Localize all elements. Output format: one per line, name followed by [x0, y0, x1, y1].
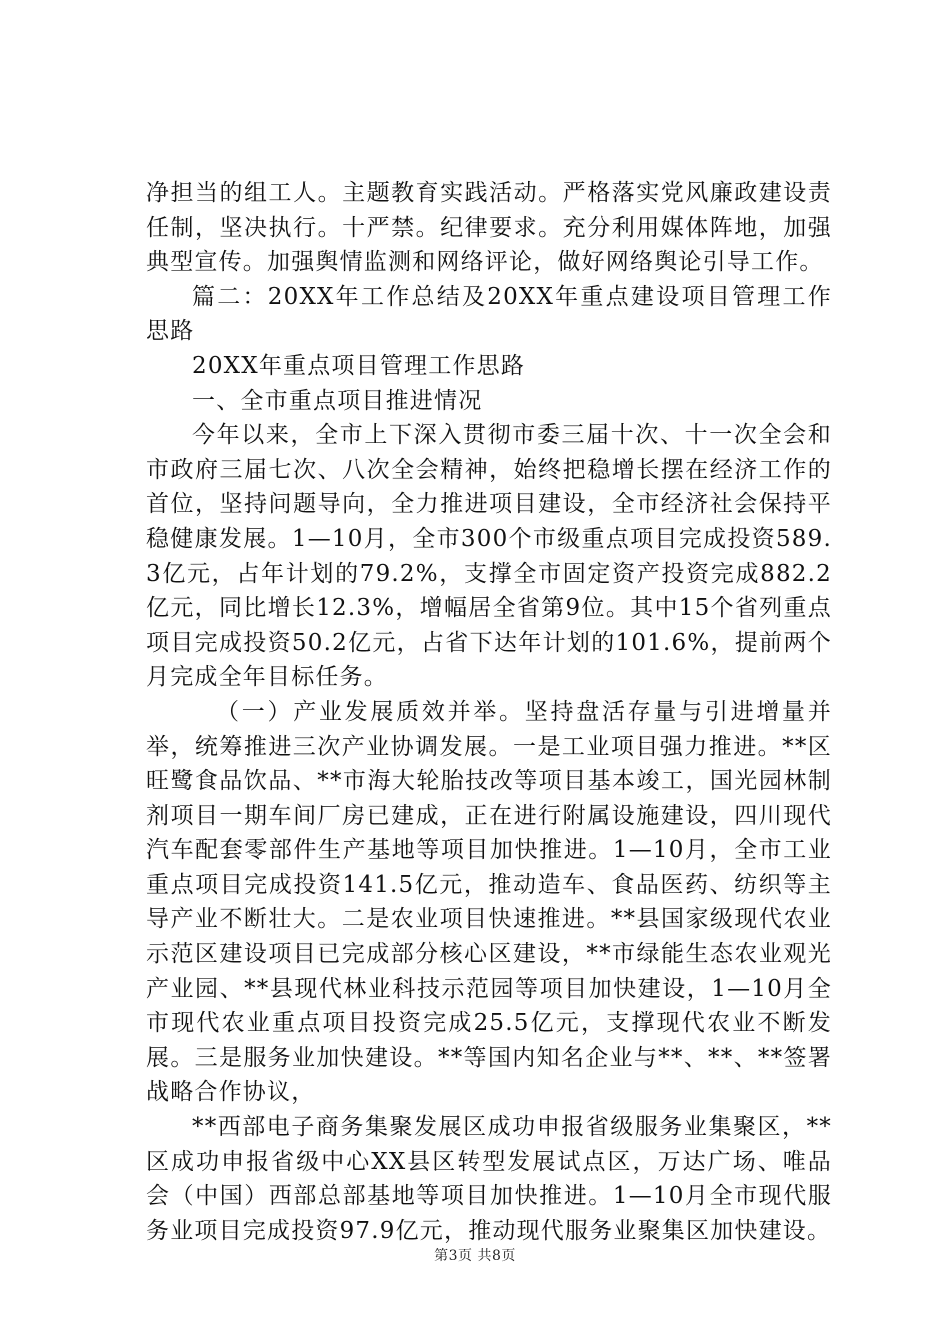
page-number-label: 第3页 共8页 — [434, 1248, 516, 1264]
document-body — [146, 176, 832, 1248]
paragraph-7: **西部电子商务集聚发展区成功申报省级服务业集聚区，**区成功申报省级中心XX县区转型发展试点区，万达广场、唯品会（中国）西部总部基地等项目加快推进。1—10月全市现代服务业项目完成投资97.9亿元，推动现代服务业聚集区加快建设。 — [146, 1114, 832, 1244]
paragraph-3-subheading: 20XX年重点项目管理工作思路 — [192, 352, 526, 379]
paragraph-4-section-title: 一、全市重点项目推进情况 — [192, 387, 483, 414]
paragraph-6: （一）产业发展质效并举。坚持盘活存量与引进增量并举，统筹推进三次产业协调发展。一是工业项目强力推进。**区旺鹭食品饮品、**市海大轮胎技改等项目基本竣工，国光园林制剂项目一期车间厂房已建成，正在进行附属设施建设，四川现代汽车配套零部件生产基地等项目加快推进。1—10月，全市工业重点项目完成投资141.5亿元，推动造车、食品医药、纺织等主导产业不断壮大。二是农业项目快速推进。**县国家级现代农业示范区建设项目已完成部分核心区建设，**市绿能生态农业观光产业园、**县现代林业科技示范园等项目加快建设，1—10月全市现代农业重点项目投资完成25.5亿元，支撑现代农业不断发展。三是服务业加快建设。**等国内知名企业与**、**、**签署战略合作协议， — [146, 698, 832, 1106]
paragraph-5: 今年以来，全市上下深入贯彻市委三届十次、十一次全会和市政府三届七次、八次全会精神，始终把稳增长摆在经济工作的首位，坚持问题导向，全力推进项目建设，全市经济社会保持平稳健康发展。1—10月，全市300个市级重点项目完成投资589.3亿元，占年计划的79.2%，支撑全市固定资产投资完成882.2亿元，同比增长12.3%，增幅居全省第9位。其中15个省列重点项目完成投资50.2亿元，占省下达年计划的101.6%，提前两个月完成全年目标任务。 — [146, 422, 832, 691]
paragraph-1: 净担当的组工人。主题教育实践活动。严格落实党风廉政建设责任制，坚决执行。十严禁。纪律要求。充分利用媒体阵地，加强典型宣传。加强舆情监测和网络评论，做好网络舆论引导工作。 — [146, 180, 832, 276]
page-footer — [0, 1245, 950, 1265]
paragraph-2-heading: 篇二：20XX年工作总结及20XX年重点建设项目管理工作思路 — [146, 283, 832, 345]
